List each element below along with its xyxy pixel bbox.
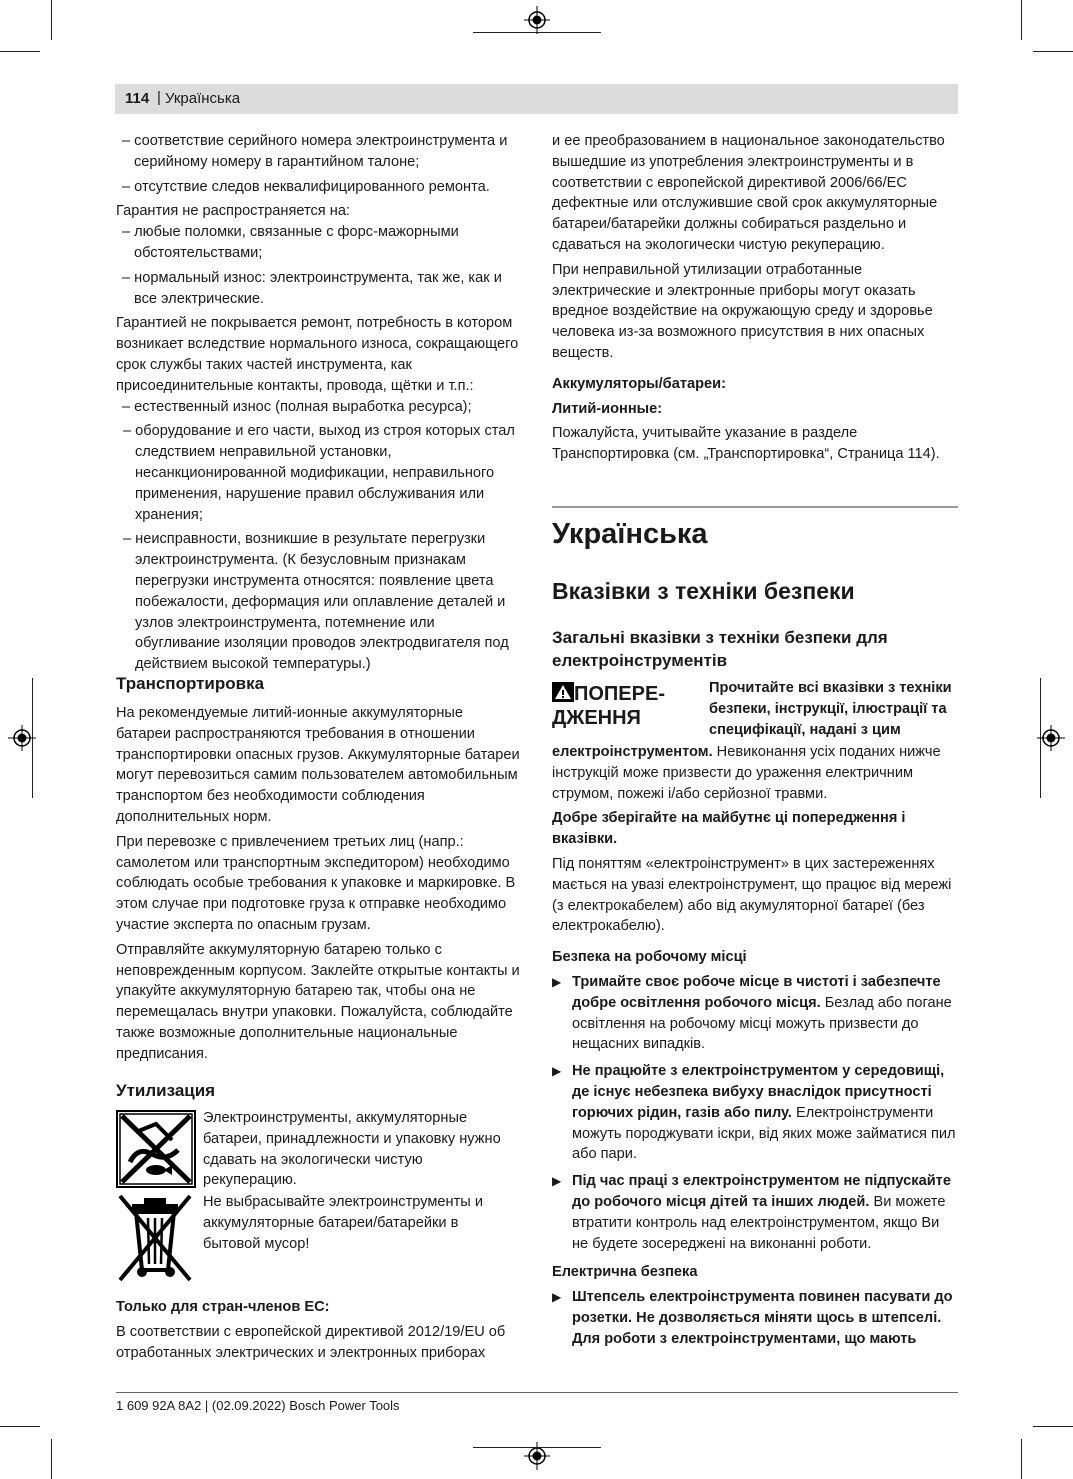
list-item — [552, 1061, 958, 1165]
transport-section — [116, 703, 520, 1069]
section-title: Українська — [552, 518, 708, 550]
wp1-rest: Безлад або погане освітлення на робочому місці можуть призвести до нещасних випадків. — [572, 994, 952, 1053]
warning-line-1: Прочитайте всі вказівки з техніки — [709, 680, 952, 696]
transport-paragraph-2: При перевозке с привлечением третьих лиц (напр.: самолетом или транспортным экспедитором) необходимо соблюдать особые требования к упаковке и маркировке. В этом случае при подготовке груза к отправке необходимо участие эксперта по опасным грузам. — [116, 833, 516, 933]
wp2-rest: Електроінструменти можуть породжувати іскри, від яких може займатися пил або пари. — [572, 1104, 956, 1163]
electric-heading: Електрична безпека — [552, 1264, 698, 1281]
liion-heading: Литий-ионные: — [552, 400, 663, 417]
arrow-icon: ▶ — [552, 1290, 562, 1305]
warning-line-4: електроінструментом. — [552, 744, 713, 760]
warning-label-line-1: ПОПЕРЕ- — [574, 683, 665, 705]
eu-paragraph: В соответствии с европейской директивой 2012/19/EU об отработанных электрических и электронных приборах — [116, 1323, 506, 1361]
not-covered-intro: Гарантией не покрывается ремонт, потребность в котором возникает вследствие нормального износа, сокращающего срок службы таких частей инструмента, как присоединительные контакты, провода, щётки и т.п.: — [116, 315, 519, 394]
warning-label — [552, 682, 702, 730]
wp3-bold: Під час праці з електроінструментом не підпускайте до робочого місця дітей та інших людей. — [572, 1173, 951, 1210]
warning-rest: Невиконання усіх поданих нижче інструкцій може призвести до ураження електричним струмом, пожежі і/або серйозної травми. — [552, 744, 941, 802]
improper-disposal-paragraph: При неправильной утилизации отработанные электрические и электронные приборы могут оказать вредное воздействие на окружающую среду и здоровье человека из-за возможного присутствия в них опасных веществ. — [552, 261, 933, 361]
list-item: – нормальный износ: электроинструмента, так же, как и все электрические. — [122, 269, 502, 307]
eu-section — [116, 1297, 520, 1367]
footer-text: 1 609 92A 8A2 | (02.09.2022) Bosch Power Tools — [116, 1398, 400, 1413]
warning-bold-lines — [709, 678, 959, 740]
wp2-bold: Не працюйте з електроінструментом у середовищі, де існує небезпека вибуху внаслідок присутності горючих рідин, газів або пилу. — [572, 1063, 945, 1121]
crop-mark — [51, 1439, 52, 1479]
crop-mark — [1021, 1439, 1022, 1479]
crop-mark — [51, 0, 52, 40]
warning-triangle-icon — [552, 682, 574, 702]
disposal-text-1: Электроинструменты, аккумуляторные батареи, принадлежности и упаковку нужно сдавать на экологически чистую рекуперацию. — [203, 1110, 501, 1189]
list-item — [552, 1171, 958, 1254]
list-item: – любые поломки, связанные с форс-мажорными обстоятельствами; — [122, 224, 459, 261]
list-item: – оборудование и его части, выход из строя которых стал следствием неправильной установки, несанкционированной модификации, неправильного применения, нарушение правил обслуживания или хранения; — [123, 423, 515, 523]
crop-mark — [1021, 0, 1022, 40]
left-column — [116, 131, 520, 679]
disposal-text-2: Не выбрасывайте электроинструменты и аккумуляторные батареи/батарейки в бытовой мусор! — [203, 1194, 483, 1252]
warning-line-2: безпеки, інструкції, ілюстрації та — [709, 700, 947, 717]
transport-heading: Транспортировка — [116, 674, 265, 693]
list-item: – неисправности, возникшие в результате перегрузки электроинструмента. (К безусловным признакам перегрузки инструмента относятся: появление цвета побежалости, деформация или оплавление деталей и узлов электроинструмента, потемнение или обугливание изоляции проводов электродвигателя под действием высокой температуры.) — [123, 531, 509, 673]
list-item — [552, 1287, 958, 1349]
warning-body — [552, 742, 958, 1356]
crop-mark — [1033, 51, 1073, 52]
arrow-icon: ▶ — [552, 1064, 562, 1079]
wp3-rest: Ви можете втратити контроль над електроінструментом, якщо Ви не будете зосереджені на виконанні роботи. — [572, 1193, 946, 1252]
list-item: – отсутствие следов неквалифицированного ремонта. — [122, 178, 490, 195]
liion-paragraph: Пожалуйста, учитывайте указание в разделе Транспортировка (см. „Транспортировка“, Страница 114). — [552, 425, 940, 463]
page-number: 114 — [125, 90, 150, 107]
batteries-heading: Аккумуляторы/батареи: — [552, 375, 726, 392]
term-paragraph: Під поняттям «електроінструмент» в цих застереженнях мається на увазі електроінструмент, що працює від мережі (з електрокабелем) або від акумуляторної батареї (без електрокабелю). — [552, 855, 952, 935]
general-safety-title: Загальні вказівки з техніки безпеки для електроінструментів — [552, 628, 888, 670]
workplace-heading: Безпека на робочому місці — [552, 949, 747, 966]
registration-target-icon — [524, 6, 550, 34]
list-item: – естественный износ (полная выработка ресурса); — [122, 398, 472, 415]
page-header — [115, 84, 958, 114]
section-divider — [552, 506, 958, 508]
registration-target-icon — [8, 725, 36, 751]
eu-heading: Только для стран-членов ЕС: — [116, 1299, 330, 1315]
el1-bold: Штепсель електроінструмента повинен пасувати до розетки. Не дозволяється міняти щось в штепселі. Для роботи з електроінструментами, що мають — [572, 1289, 953, 1347]
disposal-paragraph-1 — [203, 1108, 519, 1195]
wp1-bold: Тримайте своє робоче місце в чистоті і забезпечте добре освітлення робочого місця. — [572, 973, 941, 1011]
header-language: Українська — [165, 90, 241, 107]
right-column-top — [552, 131, 958, 469]
no-warranty-intro: Гарантия не распространяется на: — [116, 203, 350, 220]
arrow-icon: ▶ — [552, 974, 562, 989]
list-item — [552, 972, 958, 1055]
eu-continued-paragraph: и ее преобразованием в национальное законодательство вышедшие из употребления электроинструменты и в соответствии с европейской директивой 2006/66/EC дефектные или отслужившие свой срок аккумуляторные батареи/батарейки должны собираться раздельно и сдаваться на экологически чистую рекуперацию. — [552, 133, 945, 253]
transport-paragraph-1: На рекомендуемые литий-ионные аккумуляторные батареи распространяются требования в отношении транспортировки опасных грузов. Аккумуляторные батареи могут перевозиться самим пользователем автомобильным транспортом без необходимости соблюдения дополнительных норм. — [116, 705, 520, 825]
warning-line-3: специфікації, надані з цим — [709, 721, 901, 738]
keep-instructions: Добре зберігайте на майбутнє ці попередження і вказівки. — [552, 810, 906, 848]
transport-paragraph-3: Отправляйте аккумуляторную батарею только с неповрежденным корпусом. Заклейте открытые контакты и упакуйте аккумуляторную батарею так, чтобы она не перемещалась внутри упаковки. Пожалуйста, соблюдайте также возможные дополнительные национальные предписания. — [116, 941, 520, 1062]
crop-mark — [0, 1426, 40, 1427]
footer-divider — [116, 1392, 958, 1393]
registration-target-icon — [1037, 725, 1065, 751]
safety-title: Вказівки з техніки безпеки — [552, 578, 855, 604]
arrow-icon: ▶ — [552, 1174, 562, 1189]
disposal-heading: Утилизация — [116, 1081, 216, 1100]
crop-mark — [1033, 1426, 1073, 1427]
recycling-icon — [116, 1110, 196, 1188]
header-separator: | — [157, 89, 161, 106]
crossed-bin-icon — [114, 1192, 196, 1282]
registration-target-icon — [524, 1442, 550, 1470]
list-item: – соответствие серийного номера электроинструмента и серийному номеру в гарантийном талоне; — [122, 133, 508, 170]
disposal-paragraph-2 — [203, 1192, 519, 1258]
warning-label-line-2: ДЖЕННЯ — [552, 707, 641, 729]
crop-mark — [0, 51, 40, 52]
